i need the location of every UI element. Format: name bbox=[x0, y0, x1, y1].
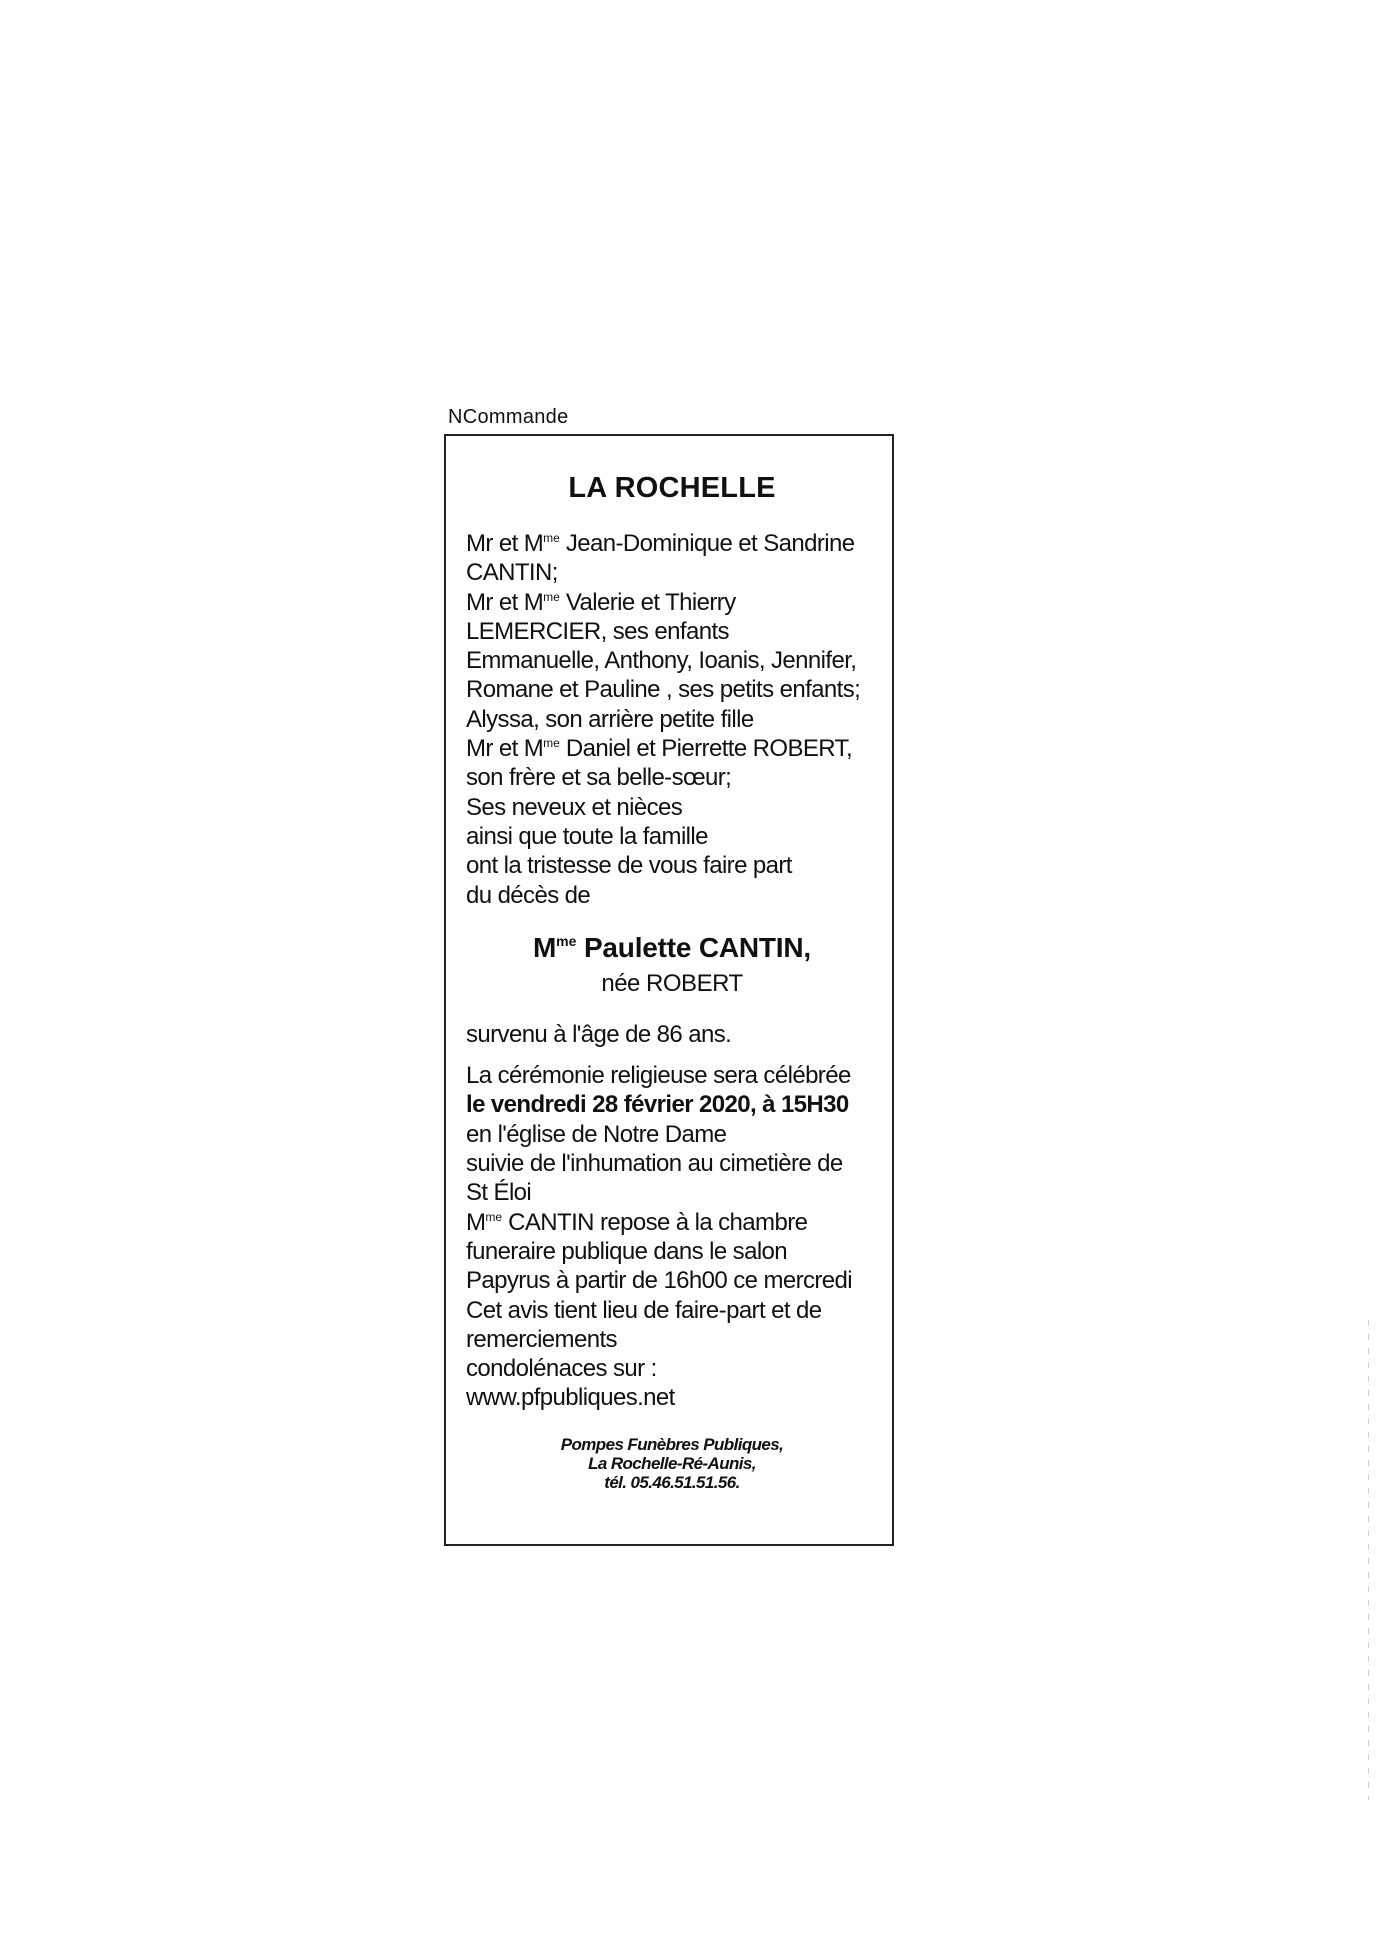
family-line bbox=[466, 705, 878, 734]
age-line: survenu à l'âge de 86 ans. bbox=[466, 1020, 732, 1048]
funeral-home-name: Pompes Funèbres Publiques, bbox=[560, 1434, 784, 1454]
family-line bbox=[466, 588, 878, 617]
family-line-text: Emmanuelle, Anthony, Ioanis, Jennifer, bbox=[466, 647, 857, 675]
family-line bbox=[466, 675, 878, 704]
family-announcement bbox=[466, 529, 878, 910]
title-superscript: me bbox=[543, 736, 560, 751]
ceremony-line-text: www.pfpubliques.net bbox=[466, 1384, 675, 1412]
ceremony-line bbox=[466, 1178, 878, 1207]
family-line-text: Ses neveux et nièces bbox=[466, 793, 683, 821]
ceremony-line bbox=[466, 1149, 878, 1178]
title-superscript: me bbox=[543, 531, 560, 545]
family-line-text: du décès de bbox=[466, 881, 591, 909]
ceremony-line bbox=[466, 1266, 878, 1295]
notice-content bbox=[466, 472, 878, 1492]
family-line-text: son frère et sa belle-sœur; bbox=[466, 764, 732, 792]
funeral-home-phone: tél. 05.46.51.51.56. bbox=[604, 1472, 740, 1492]
ceremony-line-text: M bbox=[466, 1208, 486, 1236]
obituary-notice bbox=[444, 434, 894, 1546]
ceremony-line-text: en l'église de Notre Dame bbox=[466, 1120, 727, 1148]
funeral-home-credit bbox=[466, 1435, 878, 1492]
family-line bbox=[466, 558, 878, 587]
family-line-text: LEMERCIER, ses enfants bbox=[466, 617, 729, 645]
family-line-text: CANTIN; bbox=[466, 559, 558, 587]
family-line-text: Romane et Pauline , ses petits enfants; bbox=[466, 676, 861, 704]
title-superscript: me bbox=[543, 589, 560, 604]
family-line bbox=[466, 529, 878, 558]
family-line-text: Mr et M bbox=[466, 530, 544, 557]
ceremony-line-text: La cérémonie religieuse sera célébrée bbox=[466, 1062, 851, 1090]
ceremony-line bbox=[466, 1090, 878, 1119]
ceremony-line bbox=[466, 1354, 878, 1383]
ceremony-line-text: St Éloi bbox=[466, 1179, 532, 1207]
family-line bbox=[466, 734, 878, 763]
ceremony-line-text: remerciements bbox=[466, 1325, 617, 1353]
family-line bbox=[466, 763, 878, 792]
ceremony-line bbox=[466, 1208, 878, 1237]
family-line bbox=[466, 881, 878, 910]
scan-edge-artifact bbox=[1368, 1320, 1369, 1800]
ceremony-line bbox=[466, 1325, 878, 1354]
family-line-text-cont: Daniel et Pierrette ROBERT, bbox=[559, 735, 853, 763]
family-line-text-cont: Valerie et Thierry bbox=[559, 588, 736, 616]
family-line bbox=[466, 617, 878, 646]
family-line bbox=[466, 822, 878, 851]
ceremony-line bbox=[466, 1296, 878, 1325]
ceremony-line bbox=[466, 1120, 878, 1149]
family-line-text: Mr et M bbox=[466, 735, 544, 763]
ceremony-line-text: condolénaces sur : bbox=[466, 1355, 657, 1383]
ceremony-details bbox=[466, 1061, 878, 1413]
ceremony-line-text: le vendredi 28 février 2020, à 15H30 bbox=[466, 1091, 849, 1119]
family-line-text: ont la tristesse de vous faire part bbox=[466, 852, 792, 880]
ceremony-line-text-cont: CANTIN repose à la chambre bbox=[502, 1208, 808, 1236]
deceased-born-name: née ROBERT bbox=[601, 969, 743, 997]
family-line-text-cont: Jean-Dominique et Sandrine bbox=[559, 530, 855, 557]
title-superscript: me bbox=[485, 1209, 503, 1224]
ceremony-line-text: suivie de l'inhumation au cimetière de bbox=[466, 1150, 843, 1178]
notice-city: LA ROCHELLE bbox=[568, 472, 776, 504]
ceremony-line-text: Cet avis tient lieu de faire-part et de bbox=[466, 1296, 822, 1324]
family-line-text: Alyssa, son arrière petite fille bbox=[466, 705, 754, 733]
deceased-title-sup: me bbox=[556, 932, 577, 949]
family-line-text: ainsi que toute la famille bbox=[466, 822, 708, 850]
ceremony-line bbox=[466, 1383, 878, 1412]
ceremony-line-text: funeraire publique dans le salon bbox=[466, 1237, 788, 1265]
ceremony-line-text: Papyrus à partir de 16h00 ce mercredi bbox=[466, 1267, 853, 1295]
ceremony-line bbox=[466, 1237, 878, 1266]
family-line bbox=[466, 793, 878, 822]
family-line bbox=[466, 646, 878, 675]
family-line bbox=[466, 851, 878, 880]
deceased-title: M bbox=[533, 931, 557, 963]
deceased-full-name: Paulette CANTIN, bbox=[576, 931, 811, 963]
family-line-text: Mr et M bbox=[466, 588, 544, 616]
funeral-home-location: La Rochelle-Ré-Aunis, bbox=[588, 1453, 756, 1473]
order-label: NCommande bbox=[448, 406, 569, 428]
ceremony-line bbox=[466, 1061, 878, 1090]
deceased-name bbox=[466, 932, 878, 964]
